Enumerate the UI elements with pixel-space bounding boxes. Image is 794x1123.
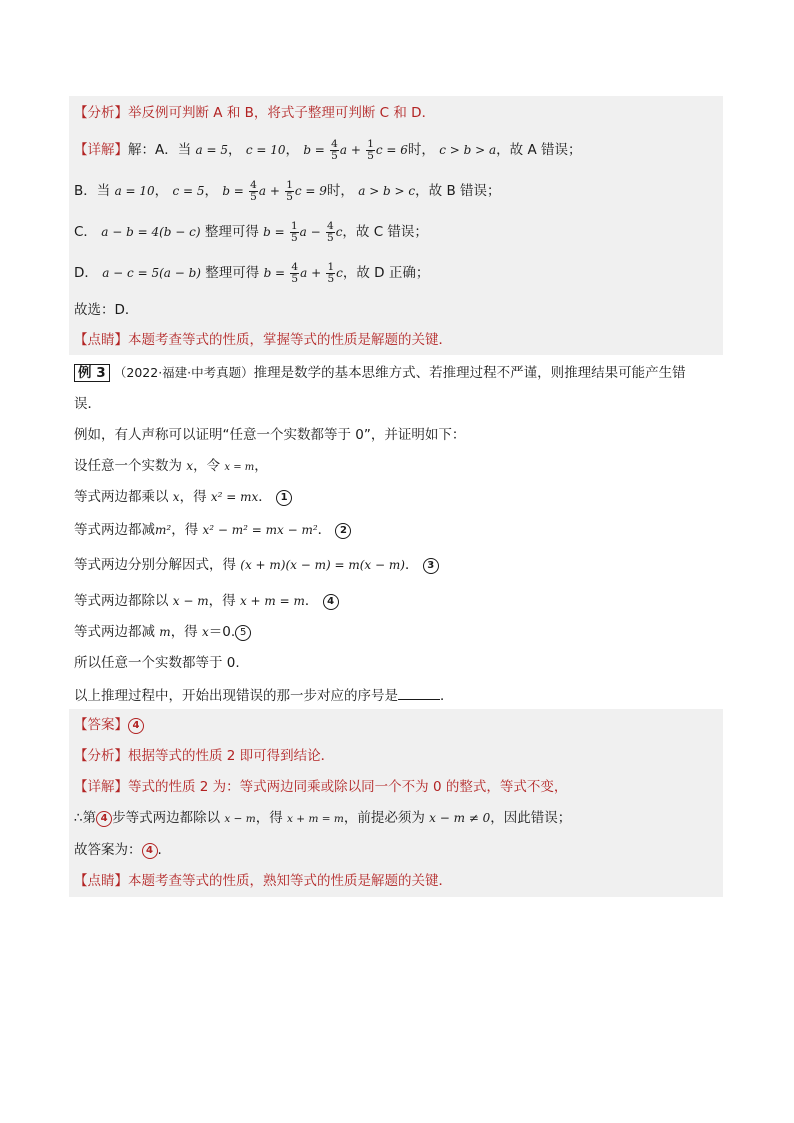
- text: 等式两边都除以: [74, 593, 173, 609]
- numerator: 1: [290, 220, 298, 232]
- math: c = 6: [375, 143, 408, 157]
- math: a +: [258, 184, 280, 198]
- math: b =: [263, 266, 286, 280]
- fraction: [326, 221, 335, 244]
- math: c = 5: [172, 184, 205, 198]
- math: (x + m)(x − m) = m(x − m): [240, 558, 405, 572]
- comment-2-label: 【点睛】: [74, 873, 128, 889]
- step-1: [74, 487, 292, 507]
- fraction: [285, 180, 294, 203]
- math: x: [172, 490, 180, 504]
- text: 整理可得: [204, 224, 259, 240]
- numerator: 4: [331, 138, 338, 150]
- comment-label: 【点睛】: [74, 332, 128, 348]
- detail-2-text: 等式的性质 2 为：等式两边同乘或除以同一个不为 0 的整式，等式不变，: [128, 779, 568, 795]
- text: ．: [404, 557, 419, 573]
- math: x: [201, 625, 209, 639]
- denominator: 5: [286, 191, 293, 203]
- text: ，得: [170, 624, 202, 640]
- text: ，得: [255, 810, 288, 826]
- final-answer-number: 4: [142, 843, 158, 859]
- comment-2-text: 本题考查等式的性质，熟知等式的性质是解题的关键．: [128, 873, 452, 889]
- math: x: [186, 459, 194, 473]
- math: a = 10: [114, 184, 155, 198]
- math: c > b > a: [439, 143, 497, 157]
- detail-2-label: 【详解】: [74, 779, 128, 795]
- math: c = 10: [245, 143, 286, 157]
- fraction: [326, 262, 335, 285]
- math: a − b = 4(b − c): [101, 225, 201, 239]
- text: ，故 D 正确；: [342, 265, 430, 281]
- step-number-1: 1: [276, 490, 292, 506]
- fraction: [330, 139, 339, 162]
- math: c: [336, 266, 343, 280]
- text: ．: [317, 522, 332, 538]
- analysis-2-line: [74, 746, 334, 766]
- step-3: [74, 555, 439, 575]
- text: ．: [440, 688, 454, 704]
- fraction: [290, 221, 299, 244]
- math: b =: [303, 143, 325, 157]
- text: ．: [304, 593, 319, 609]
- text: 时，: [326, 183, 354, 199]
- text: ∴第: [74, 810, 97, 826]
- text: ，得: [171, 522, 203, 538]
- numerator: 1: [286, 179, 293, 191]
- detail-c-prefix: C．: [74, 224, 97, 240]
- math: a +: [339, 143, 361, 157]
- text: 等式两边都乘以: [74, 489, 173, 505]
- question-line: [74, 685, 454, 705]
- text: ．: [258, 489, 272, 505]
- detail-d-prefix: D．: [74, 265, 98, 281]
- math: x + m = m: [239, 594, 305, 608]
- math: x = m: [224, 462, 255, 473]
- detail-b-prefix: B．当: [74, 183, 111, 199]
- text: 步等式两边都除以: [112, 810, 225, 826]
- math: c = 9: [294, 184, 327, 198]
- step-ref-number: 4: [96, 811, 112, 827]
- answer-label: 【答案】: [74, 717, 128, 733]
- text: 等式两边都减: [74, 624, 160, 640]
- detail-label: 【详解】: [74, 142, 128, 158]
- text: ，因此错误；: [490, 810, 572, 826]
- example-line-2: 误．: [74, 396, 101, 412]
- math: b =: [263, 225, 285, 239]
- comma: ，: [228, 142, 242, 158]
- fraction: [366, 139, 375, 162]
- example-header: [74, 363, 686, 383]
- step-5: [74, 622, 251, 642]
- numerator: 4: [327, 220, 334, 232]
- detail-line-d: [74, 261, 429, 285]
- text: ，故 C 错误；: [342, 224, 428, 240]
- numerator: 4: [291, 261, 299, 273]
- math: a − c = 5(a − b): [102, 266, 201, 280]
- numerator: 1: [367, 138, 374, 150]
- math: x − m: [224, 813, 256, 825]
- comment-text: 本题考查等式的性质，掌握等式的性质是解题的关键．: [128, 332, 452, 348]
- math: c: [335, 225, 343, 239]
- text: ，得: [179, 489, 211, 505]
- denominator: 5: [327, 232, 334, 244]
- detail-2-line-3: [74, 840, 162, 860]
- math: x − m ≠ 0: [429, 811, 491, 825]
- analysis-2-label: 【分析】: [74, 748, 128, 764]
- example-source: （2022·福建·中考真题）: [113, 365, 254, 380]
- step-number-4: 4: [323, 594, 339, 610]
- math: a +: [300, 266, 322, 280]
- math: x² = mx: [210, 490, 259, 504]
- step-0: [74, 456, 268, 476]
- text: 故答案为：: [74, 842, 142, 858]
- denominator: 5: [250, 191, 257, 203]
- math: m: [159, 625, 171, 639]
- text: ，故 A 错误；: [496, 142, 582, 158]
- text: ＝0.: [208, 624, 236, 640]
- analysis-line: [74, 103, 435, 123]
- text: .: [157, 842, 162, 858]
- text: ，令: [193, 458, 225, 474]
- example-line-1: 推理是数学的基本思维方式、若推理过程不严谨，则推理结果可能产生错: [253, 365, 686, 381]
- comma: ，: [285, 142, 300, 158]
- denominator: 5: [331, 150, 338, 162]
- numerator: 1: [327, 261, 335, 273]
- solution-block-2-bg: [69, 709, 723, 897]
- analysis-label: 【分析】: [74, 105, 128, 121]
- denominator: 5: [290, 232, 298, 244]
- example-line-3: 例如，有人声称可以证明“任意一个实数都等于 0”，并证明如下：: [74, 427, 466, 443]
- question-text: 以上推理过程中，开始出现错误的那一步对应的序号是: [74, 688, 398, 704]
- text: 等式两边都减: [74, 522, 155, 538]
- fraction: [290, 262, 299, 285]
- fraction: [249, 180, 258, 203]
- text: ，故 B 错误；: [415, 183, 501, 199]
- detail-line-a: [74, 138, 581, 162]
- detail-line-b: B．当 a = 10， c = 5， b = $\frac{4}{5}$ a + $\frac{1}{5}$ c = 9时， a > b > c，故 B 错误；: [74, 179, 501, 203]
- detail-a-prefix: 解：A．当: [128, 142, 192, 158]
- text: 整理可得: [205, 265, 260, 281]
- math: m²: [155, 523, 172, 537]
- text: ，得: [208, 593, 240, 609]
- numerator: 4: [250, 179, 257, 191]
- text: 设任意一个实数为: [74, 458, 187, 474]
- denominator: 5: [327, 273, 335, 285]
- example-tag: 例 3: [74, 364, 110, 382]
- math: a −: [299, 225, 321, 239]
- detail-2-line-2: [74, 808, 571, 828]
- answer-blank[interactable]: [398, 685, 440, 700]
- analysis-2-text: 根据等式的性质 2 即可得到结论．: [128, 748, 335, 764]
- step-2: [74, 520, 351, 540]
- math: a = 5: [195, 143, 229, 157]
- answer-number: 4: [128, 718, 144, 734]
- detail-2-line-1: [74, 777, 567, 797]
- math: b =: [222, 184, 244, 198]
- math: a > b > c: [358, 184, 416, 198]
- text: 时，: [407, 142, 435, 158]
- step-number-3: 3: [423, 558, 439, 574]
- comment-line: [74, 330, 452, 350]
- math: x² − m² = mx − m²: [202, 523, 318, 537]
- comment-2-line: [74, 871, 452, 891]
- denominator: 5: [291, 273, 299, 285]
- choice-line: 故选：D．: [74, 302, 139, 318]
- text: ，: [254, 458, 268, 474]
- detail-line-c: [74, 220, 428, 244]
- denominator: 5: [367, 150, 374, 162]
- text: ，前提必须为: [343, 810, 430, 826]
- step-number-2: 2: [335, 523, 351, 539]
- answer-line: [74, 715, 144, 735]
- text: 等式两边分别分解因式，得: [74, 557, 241, 573]
- step-4: [74, 591, 339, 611]
- analysis-text: 举反例可判断 A 和 B，将式子整理可判断 C 和 D．: [128, 105, 436, 121]
- math: x − m: [172, 594, 209, 608]
- step-number-5: 5: [235, 625, 251, 641]
- math: x + m = m: [287, 813, 344, 825]
- conclusion-line: 所以任意一个实数都等于 0.: [74, 655, 240, 671]
